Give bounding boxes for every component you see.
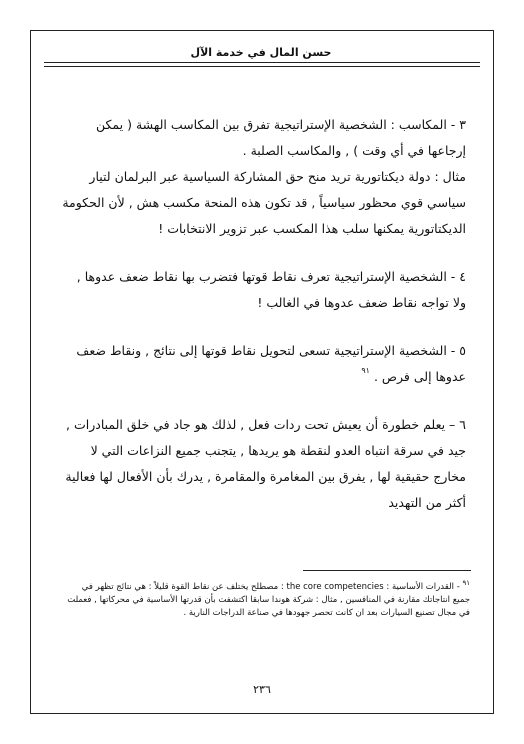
paragraph-gap [62, 390, 466, 412]
main-text [62, 112, 466, 516]
page-number: ٢٣٦ [253, 683, 271, 696]
paragraph-4: ٤ - الشخصية الإستراتيجية تعرف نقاط قوتها فتضرب بها نقاط ضعف عدوها , ولا تواجه نقاط ضعف عدوها في الغالب ! [76, 269, 466, 310]
footnote [66, 577, 470, 620]
page-header-title: حسن المال في خدمة الآل [190, 46, 332, 59]
footnote-separator [303, 570, 471, 571]
paragraph-gap [62, 242, 466, 264]
paragraph-5 [62, 338, 466, 390]
paragraph-5-text: ٥ - الشخصية الإستراتيجية تسعى لتحويل نقاط قوتها إلى نتائج , ونقاط ضعف عدوها إلى فرص . [76, 343, 466, 384]
footnote-text: - القدرات الأساسية : the core competencies : مصطلح يختلف عن نقاط القوة قليلاً : هي نتائج تظهر في جميع انتاجاتك مقارنة في المنافسين , مثال : شركة هوندا سابقا اكتشفت بأن قدرتها الأساسية في محركاتها , فعملت في مجال تصنيع السيارات بعد ان كانت تحصر جهودها في صناعة الدراجات النارية . [67, 582, 470, 618]
paragraph-6: ٦ – يعلم خطورة أن يعيش تحت ردات فعل , لذلك هو جاد في خلق المبادرات , جيد في سرقة انتباه العدو لنقطة هو يريدها , يتجنب جميع النزاعات التي لا مخارج حقيقية لها , يفرق بين المغامرة والمقامرة , يدرك بأن الأفعال لها فعالية أكثر من التهديد [65, 417, 466, 510]
header-double-rule [44, 62, 480, 67]
paragraph-3-example: مثال : دولة ديكتاتورية تريد منح حق المشاركة السياسية عبر البرلمان لتيار سياسي قوي محظور سياسياً , قد تكون هذه المنحة مكسب هش , لأن الحكومة الديكتاتورية يمكنها سلب هذا المكسب عبر تزوير الانتخابات ! [62, 169, 466, 236]
footnote-reference: ٩١ [361, 366, 370, 375]
footnote-number: ٩١ [462, 579, 470, 587]
paragraph-3: ٣ - المكاسب : الشخصية الإستراتيجية تفرق بين المكاسب الهشة ( يمكن إرجاعها في أي وقت ) , والمكاسب الصلبة . [96, 117, 466, 158]
paragraph-gap [62, 316, 466, 338]
